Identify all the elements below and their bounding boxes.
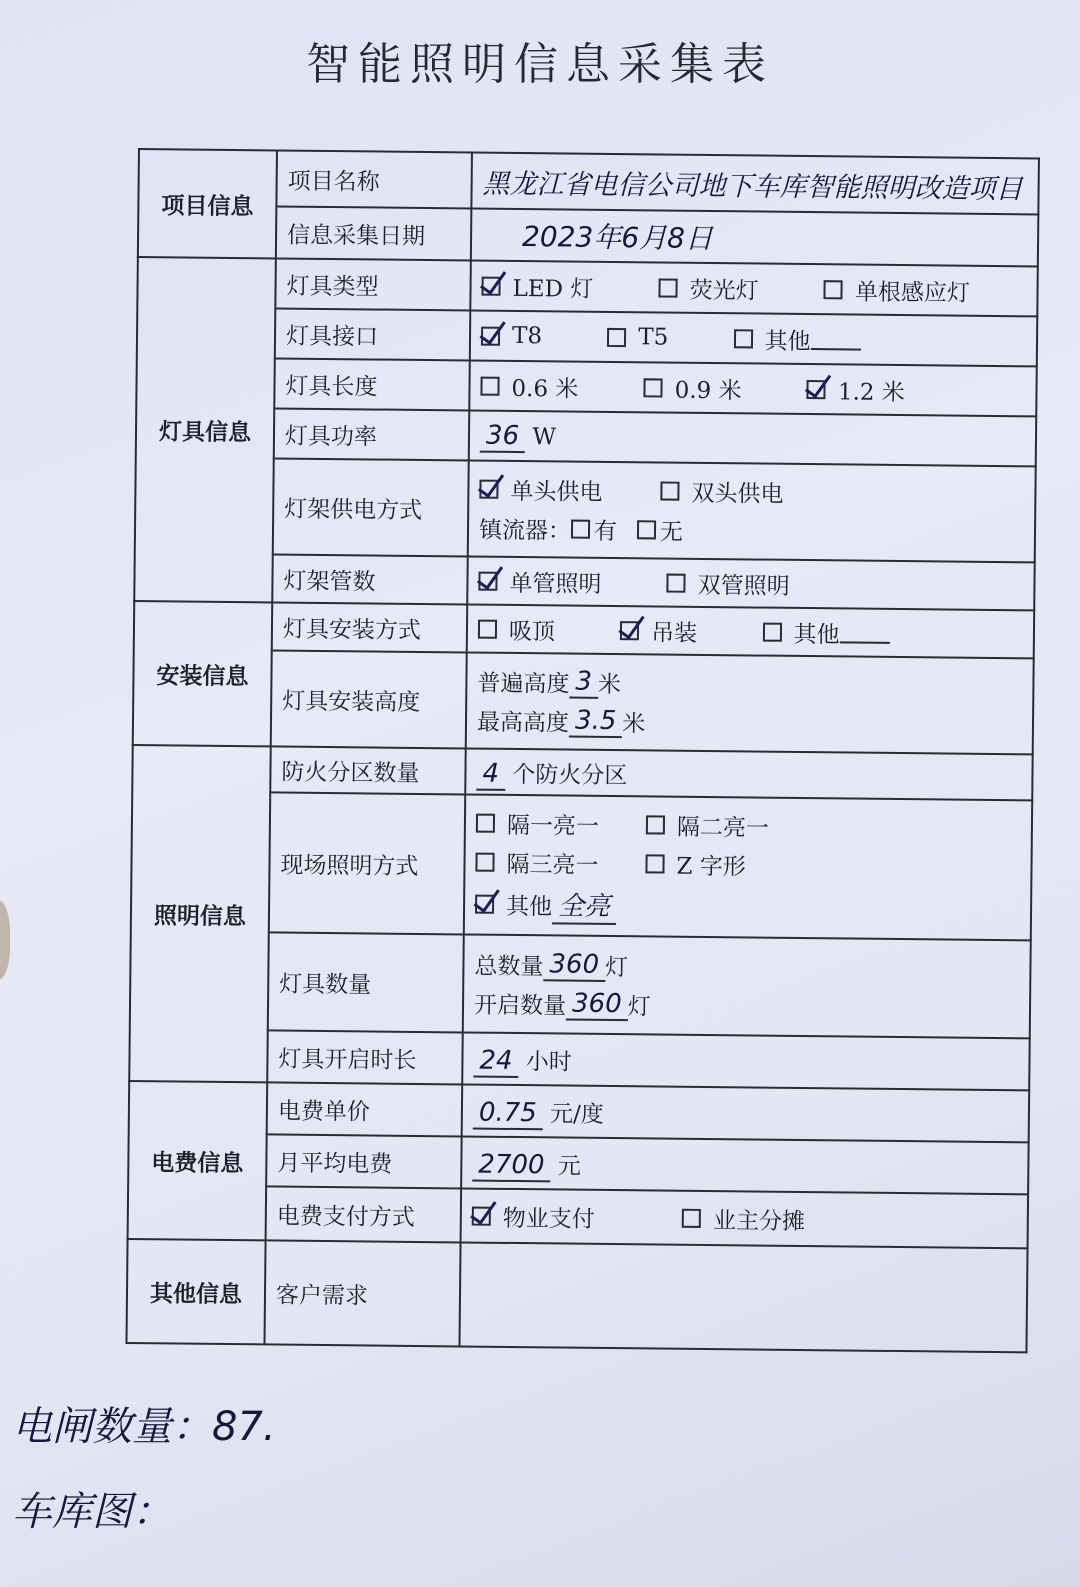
on-count-value: 360 (566, 988, 628, 1021)
tube-cell (467, 556, 1034, 610)
on-count-label: 开启数量 (473, 992, 567, 1020)
monthly-cell[interactable] (461, 1136, 1029, 1194)
ballast-label: 镇流器： (478, 517, 572, 545)
form-sheet (125, 148, 1037, 1353)
max-height-label: 最高高度 (476, 709, 570, 737)
max-height-unit: 米 (622, 711, 646, 738)
project-name-cell[interactable] (471, 152, 1039, 214)
option-single-supply[interactable] (479, 473, 602, 507)
normal-height-value: 3 (569, 666, 598, 698)
hours-cell[interactable] (462, 1032, 1030, 1090)
section-install: 安装信息 (133, 601, 273, 746)
row-price (129, 1081, 1029, 1142)
option-mode-other[interactable] (475, 884, 616, 924)
option-ballast-no-label: 无 (659, 519, 684, 546)
monthly-unit: 元 (557, 1152, 581, 1180)
date-cell[interactable] (471, 208, 1039, 266)
checkbox-ballast-no[interactable] (637, 520, 656, 539)
demand-label: 客户需求 (264, 1240, 460, 1346)
price-label: 电费单价 (267, 1082, 463, 1136)
tube-label: 灯架管数 (272, 554, 467, 604)
checkbox-one-in-four[interactable] (475, 852, 494, 871)
option-sensor-label: 单根感应灯 (854, 279, 971, 307)
payment-cell (461, 1188, 1029, 1248)
price-unit: 元/度 (549, 1100, 604, 1128)
fixture-count-cell (463, 934, 1031, 1038)
supply-cell (468, 460, 1036, 562)
option-t5[interactable] (607, 324, 668, 351)
checkbox-z-shape[interactable] (645, 854, 664, 873)
hours-value: 24 (473, 1045, 518, 1077)
checkbox-one-in-three[interactable] (646, 815, 665, 834)
checkbox-ballast-yes[interactable] (571, 520, 590, 539)
option-interface-other-label: 其他 (764, 328, 811, 355)
option-1-2[interactable] (807, 373, 905, 407)
checkbox-single-supply-checked[interactable] (479, 480, 498, 499)
install-method-label: 灯具安装方式 (272, 602, 467, 652)
option-one-in-two-label: 隔一亮一 (506, 812, 600, 840)
hours-unit: 小时 (525, 1048, 572, 1076)
checkbox-double-tube[interactable] (667, 573, 686, 592)
checkbox-0-6[interactable] (480, 376, 499, 395)
checkbox-led-checked[interactable] (481, 276, 500, 295)
option-fluorescent[interactable] (659, 271, 759, 305)
option-interface-other[interactable] (733, 322, 860, 356)
option-one-in-two[interactable] (476, 806, 646, 841)
row-install-method (134, 601, 1034, 658)
demand-cell[interactable] (459, 1242, 1027, 1352)
option-0-9[interactable] (644, 371, 742, 405)
option-double-tube-label: 双管照明 (697, 572, 790, 600)
fire-zone-label: 防火分区数量 (270, 746, 465, 794)
option-1-2-label: 1.2 米 (837, 378, 905, 406)
fixture-type-cell (470, 260, 1037, 316)
option-double-tube[interactable] (667, 566, 790, 600)
checkbox-sensor[interactable] (824, 280, 843, 299)
option-one-in-four[interactable] (475, 845, 645, 880)
section-other: 其他信息 (126, 1239, 265, 1344)
lighting-mode-cell (464, 794, 1032, 940)
option-t8-label: T8 (511, 322, 543, 350)
date-label: 信息采集日期 (276, 206, 472, 260)
price-cell[interactable] (462, 1084, 1030, 1142)
option-one-in-four-label: 隔三亮一 (506, 851, 599, 879)
on-count-line[interactable] (474, 987, 1019, 1026)
power-value: 36 (480, 421, 525, 453)
normal-height-label: 普遍高度 (477, 670, 570, 698)
checkbox-install-other[interactable] (762, 622, 781, 641)
option-owner-share[interactable] (682, 1201, 805, 1235)
install-height-label: 灯具安装高度 (271, 650, 467, 748)
interface-cell (470, 310, 1037, 366)
checkbox-hanging-checked[interactable] (620, 621, 639, 640)
section-lighting: 照明信息 (129, 745, 271, 1082)
checkbox-ceiling[interactable] (478, 619, 497, 638)
form-title: 智能照明信息采集表 (306, 39, 774, 90)
payment-label: 电费支付方式 (266, 1186, 462, 1242)
price-value: 0.75 (473, 1097, 543, 1130)
row-fire-zone (132, 745, 1032, 800)
checkbox-mode-other-checked[interactable] (475, 894, 494, 913)
option-ceiling-label: 吸顶 (508, 618, 556, 645)
row-fixture-type (137, 257, 1037, 316)
option-property-pay-label: 物业支付 (502, 1205, 595, 1233)
monthly-label: 月平均电费 (266, 1134, 462, 1188)
monthly-value: 2700 (472, 1149, 551, 1182)
checkbox-interface-other[interactable] (734, 329, 753, 348)
power-label: 灯具功率 (274, 408, 470, 460)
mode-other-value: 全亮 (552, 885, 616, 925)
option-sensor[interactable] (824, 273, 970, 308)
option-t8[interactable] (481, 323, 542, 350)
total-count-label: 总数量 (474, 953, 544, 981)
length-label: 灯具长度 (274, 358, 470, 410)
project-name-label: 项目名称 (276, 150, 472, 208)
option-0-6[interactable] (480, 369, 578, 403)
length-cell (469, 360, 1036, 416)
checkbox-single-tube-checked[interactable] (478, 571, 497, 590)
fixture-type-label: 灯具类型 (275, 258, 471, 310)
checkbox-owner-share[interactable] (682, 1208, 701, 1227)
option-ceiling[interactable] (478, 612, 555, 646)
garage-map-note: 车库图： (12, 1489, 172, 1535)
max-height-line[interactable] (477, 704, 1022, 743)
option-0-6-label: 0.6 米 (511, 375, 579, 403)
option-fluorescent-label: 荧光灯 (689, 277, 759, 305)
checkbox-0-9[interactable] (644, 378, 663, 397)
checkbox-t5[interactable] (607, 327, 626, 346)
option-ballast-yes-label: 有 (593, 518, 618, 546)
checkbox-double-supply[interactable] (660, 481, 679, 500)
option-0-9-label: 0.9 米 (674, 377, 742, 404)
install-method-cell (467, 604, 1034, 658)
fire-zone-suffix: 个防火分区 (512, 761, 628, 789)
option-hanging[interactable] (620, 614, 697, 648)
power-cell[interactable] (469, 410, 1036, 466)
option-ballast-no[interactable] (637, 513, 683, 546)
option-mode-other-label: 其他 (505, 893, 553, 920)
install-height-cell (466, 652, 1034, 754)
on-count-unit: 灯 (627, 994, 651, 1021)
checkbox-property-pay-checked[interactable] (472, 1206, 491, 1225)
total-count-value: 360 (543, 949, 605, 982)
total-count-line[interactable] (474, 948, 1019, 987)
blank-line[interactable] (839, 621, 889, 644)
option-single-tube[interactable] (478, 564, 601, 598)
option-one-in-three-label: 隔二亮一 (676, 814, 770, 842)
option-t5-label: T5 (638, 324, 669, 351)
normal-height-unit: 米 (597, 671, 622, 699)
option-hanging-label: 吊装 (651, 619, 698, 647)
section-fixture: 灯具信息 (134, 257, 276, 602)
row-project-name (138, 149, 1039, 214)
option-one-in-three[interactable] (646, 808, 769, 842)
option-install-other[interactable] (762, 615, 889, 649)
fire-zone-value: 4 (476, 758, 505, 790)
blank-line[interactable] (811, 328, 861, 351)
option-z-shape[interactable] (645, 847, 746, 881)
breaker-count-note: 电闸数量：87. (12, 1404, 276, 1450)
option-ballast-yes[interactable] (571, 513, 617, 546)
option-owner-share-label: 业主分摊 (712, 1207, 806, 1235)
power-unit: W (532, 424, 557, 451)
finger-shadow (0, 900, 10, 980)
option-single-tube-label: 单管照明 (509, 570, 602, 598)
option-install-other-label: 其他 (793, 621, 840, 648)
normal-height-line[interactable] (477, 665, 1022, 704)
max-height-value: 3.5 (569, 705, 623, 738)
checkbox-one-in-two[interactable] (476, 813, 495, 832)
option-double-supply-label: 双头供电 (691, 480, 784, 508)
info-table (125, 148, 1039, 1353)
option-led[interactable] (481, 269, 593, 303)
checkbox-fluorescent[interactable] (659, 278, 678, 297)
checkbox-t8-checked[interactable] (481, 326, 500, 345)
hours-label: 灯具开启时长 (267, 1030, 463, 1084)
lighting-mode-label: 现场照明方式 (269, 792, 465, 934)
project-name-value: 黑龙江省电信公司地下车库智能照明改造项目 (482, 168, 1023, 205)
option-z-shape-label: Z 字形 (676, 853, 746, 880)
option-led-label: LED 灯 (512, 275, 594, 303)
fire-zone-cell[interactable] (465, 748, 1032, 800)
row-demand (126, 1239, 1027, 1352)
option-single-supply-label: 单头供电 (510, 478, 603, 506)
total-count-unit: 灯 (604, 954, 629, 982)
option-double-supply[interactable] (660, 474, 783, 508)
option-property-pay[interactable] (472, 1199, 595, 1233)
checkbox-1-2-checked[interactable] (807, 380, 826, 399)
supply-label: 灯架供电方式 (273, 458, 469, 556)
section-project: 项目信息 (138, 149, 277, 258)
interface-label: 灯具接口 (275, 308, 471, 360)
fixture-count-label: 灯具数量 (268, 932, 464, 1032)
date-value: 2023年6月8日 (521, 220, 714, 256)
section-fee: 电费信息 (128, 1081, 268, 1240)
